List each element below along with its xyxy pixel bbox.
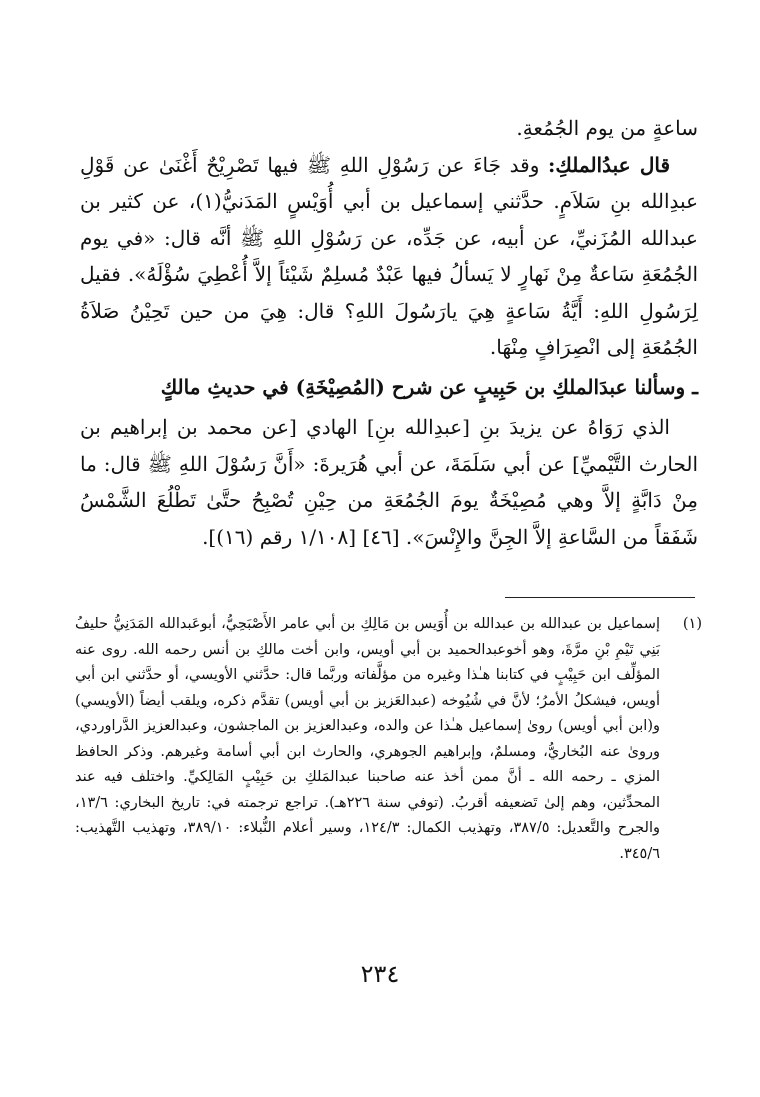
footnote-1 xyxy=(75,612,702,867)
footnote-number: (١) xyxy=(682,616,702,632)
speaker-label: قال عبدُالملكِ: xyxy=(548,152,670,177)
section-heading: ـ وسألنا عبدَالملكِ بن حَبِيبٍ عن شرح (المُصِيْخَةِ) في حديثِ مالكٍ xyxy=(160,374,698,399)
footnote-divider xyxy=(505,597,695,598)
page-number: ٢٣٤ xyxy=(360,960,400,988)
main-text xyxy=(80,110,698,555)
footnotes xyxy=(75,612,702,867)
footnote-text: إسماعيل بن عبدالله بن عبدالله بن أُوَيس بن مَالِكِ بن أبي عامر الأَصْبَحِيُّ، أبوعَبدالله المَدَنِيُّ حليفُ بَنِي تَيْمِ بْنِ مرَّةَ، وهو أخوعبدالحميد بن أبي أويس، وابن أخت مالكِ بن أنس رحمه الله. روى عنه المؤلِّف ابن حَبِيْبٍ في كتابنا هـٰذا وغيره من مؤلَّفاته وربَّما قال: حدَّثني الأويسي، أو حدَّثني ابن أبي أويس، فيشكلُ الأمرُ؛ لأنَّ في شُيُوخه (عبدالعَزيز بن أبي أويس) تقدَّم ذكره، ويلقب أيضاً (الأويسي) و(ابن أبي أويس) روىٰ إسماعيل هـٰذا عن والده، وعبدالعزيز بن الماجشون، وعبدالعزيز الدَّراوردي، وروىٰ عنه البُخاريُّ، ومسلمٌ، وإبراهيم الجوهري، والحارث ابن أبي أسامة وغيرهم. وذكر الحافظ المزي ـ رحمه الله ـ أنَّ ممن أخذ عنه صاحبنا عبدالمَلكِ بن حَبِيْبٍ المَالِكيِّ. واختلف فيه عند المحدِّثين، وهم إلىٰ تَضعيفه أقربُ. (توفي سنة ٢٢٦هـ). تراجع ترجمته في: تاريخ البخاري: ١٣/٦، والجرح والتَّعديل: ٣٨٧/٥، وتهذيب الكمال: ١٢٤/٣، وسير أعلام النُّبلاء: ٣٨٩/١٠، وتهذيب التَّهذيب: ٣٤٥/٦. xyxy=(75,616,660,862)
paragraph-1-text: وقد جَاءَ عن رَسُوْلِ اللهِ ﷺ فيها تَصْرِيْحٌ أَغْنَىٰ عن قَوْلِ عبدِالله بنِ سَلاَمٍ. حدَّثني إسماعيل بن أبي أُوَيْسٍ المَدَنيُّ(١)، عن كثير بن عبدالله المُزَنيِّ، عن أبيه، عن جَدِّه، عن رَسُوْلِ اللهِ ﷺ أنَّه قال: «في يوم الجُمُعَةِ سَاعةٌ مِنْ نَهارٍ لا يَسألُ فيها عَبْدٌ مُسلِمٌ شَيْئاً إلاَّ أُعْطِيَ سُؤْلَهُ». فقيل لِرَسُولِ اللهِ: أَيَّةُ سَاعةٍ هِيَ يارَسُولَ اللهِ؟ قال: هِيَ من حين تَحِيْنُ صَلاَةُ الجُمُعَةِ إلى انْصِرَافٍ مِنْهَا. xyxy=(80,152,699,359)
intro-line: ساعةٍ من يوم الجُمُعةِ. xyxy=(516,116,698,140)
paragraph-2: الذي رَوَاهُ عن يزيدَ بنِ [عبدِالله بنِ] الهادي [عن محمد بن إبراهيم بن الحارث التَّيْميِّ] عن أبي سَلَمَةَ، عن أبي هُرَيرةَ: «أَنَّ رَسُوْلَ اللهِ ﷺ قال: ما مِنْ دَابَّةٍ إلاَّ وهي مُصِيْخَةٌ يومَ الجُمُعَةِ من حِيْنِ تُصْبِحُ حتَّىٰ تَطْلُعَ الشَّمْسُ شَفَقاً من السَّاعةِ إلاَّ الجِنَّ والإِنْسَ». [٤٦] [١/١٠٨ رقم (١٦)]. xyxy=(80,415,699,549)
paragraph-1 xyxy=(80,147,698,366)
